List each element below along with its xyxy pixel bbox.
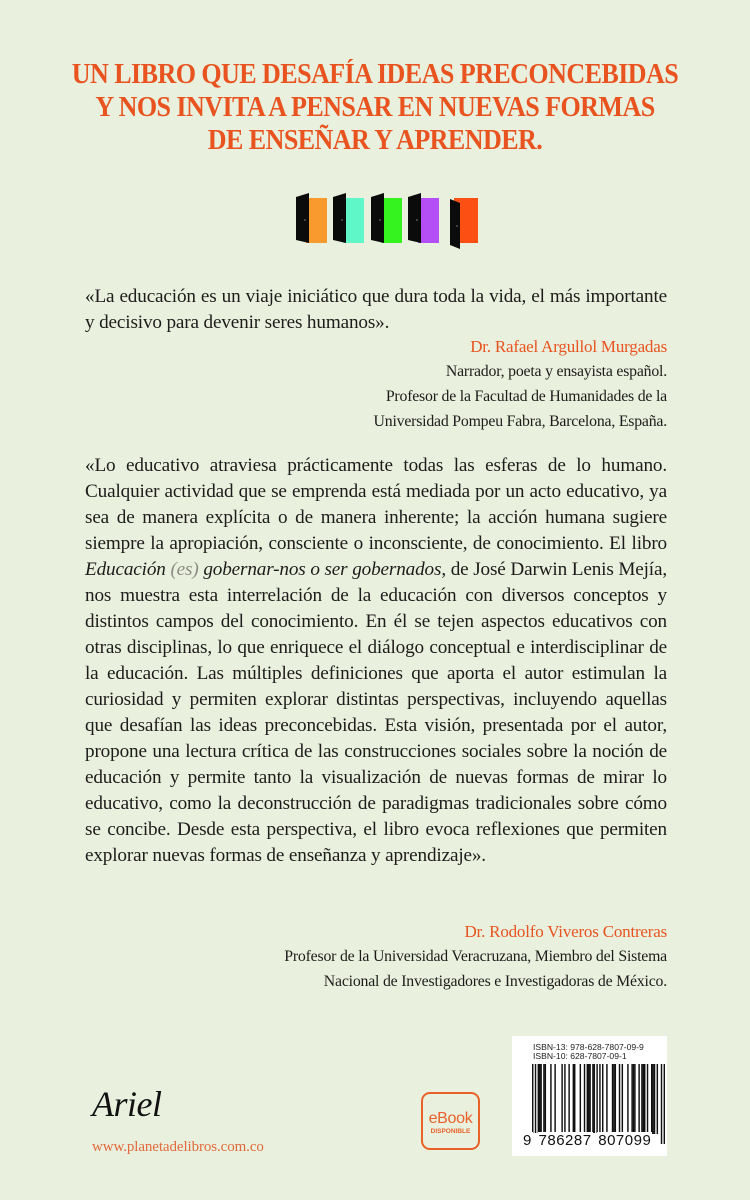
door-leaf bbox=[450, 199, 460, 249]
isbn-10: ISBN-10: 628-7807-09-1 bbox=[533, 1051, 627, 1061]
barcode-bar bbox=[652, 1064, 653, 1134]
ebook-badge bbox=[421, 1092, 480, 1150]
barcode-bar bbox=[634, 1064, 635, 1134]
barcode-bar bbox=[538, 1064, 539, 1134]
headline-line: UN LIBRO QUE DESAFÍA IDEAS PRECONCEBIDAS bbox=[71, 59, 679, 90]
barcode-bar bbox=[588, 1064, 589, 1134]
door-frame bbox=[343, 198, 364, 243]
barcode-bar bbox=[580, 1064, 581, 1134]
barcode-bar bbox=[602, 1064, 603, 1134]
book-title-part: Educación bbox=[85, 559, 171, 580]
barcode-bar bbox=[589, 1064, 590, 1134]
barcode-bar bbox=[644, 1064, 645, 1134]
headline-line: Y NOS INVITA A PENSAR EN NUEVAS FORMAS bbox=[95, 92, 655, 123]
isbn-barcode-box bbox=[512, 1036, 667, 1156]
door-frame bbox=[381, 198, 402, 243]
barcode-bar bbox=[654, 1064, 655, 1134]
barcode-bar bbox=[573, 1064, 574, 1134]
barcode-bar bbox=[612, 1064, 613, 1134]
door-knob bbox=[379, 219, 381, 221]
door-leaf bbox=[333, 193, 346, 243]
barcode-digits-group2: 807099 bbox=[598, 1132, 652, 1149]
author-role: Nacional de Investigadores e Investigadoras de México. bbox=[323, 973, 667, 990]
author-role: Narrador, poeta y ensayista español. bbox=[445, 363, 667, 380]
barcode-bar bbox=[561, 1064, 562, 1134]
ebook-subtitle: DISPONIBLE bbox=[430, 1128, 471, 1135]
author-role: Universidad Pompeu Fabra, Barcelona, España. bbox=[373, 413, 667, 430]
door-icon bbox=[296, 193, 328, 245]
quote-text: , de José Darwin Lenis Mejía, nos muestra esta interrelación de la educación con diversos conceptos y distintos campos del conocimiento. En él se tejen aspectos educativos con otras disciplinas, lo que enriquece el diálogo conceptual e interdisciplinar de la educación. Las múltiples definiciones que aporta el autor estimulan la curiosidad y permiten explorar distintas perspectivas, incluyendo aquellas que desafían las ideas preconcebidas. Esta visión, presentada por el autor, propone una lectura crítica de las construcciones sociales sobre la noción de educación y permite tanto la visualización de nuevas formas de mirar lo educativo, como la deconstrucción de paradigmas tradicionales sobre cómo se concibe. Desde esta perspectiva, el libro evoca reflexiones que permiten explorar nuevas formas de enseñanza y aprendizaje». bbox=[85, 559, 668, 866]
door-knob bbox=[416, 219, 418, 221]
door-icon bbox=[408, 193, 440, 245]
door-knob bbox=[304, 219, 306, 221]
barcode-bar bbox=[543, 1064, 544, 1134]
door-frame bbox=[306, 198, 327, 243]
barcode-bar bbox=[651, 1064, 652, 1134]
barcode-bar bbox=[664, 1064, 665, 1144]
barcode-bar bbox=[613, 1064, 614, 1134]
author-role: Profesor de la Facultad de Humanidades de la bbox=[385, 388, 667, 405]
barcode-bar bbox=[568, 1064, 569, 1134]
author-role: Profesor de la Universidad Veracruzana, Miembro del Sistema bbox=[284, 948, 667, 965]
barcode-bar bbox=[564, 1064, 565, 1134]
barcode-bar bbox=[619, 1064, 620, 1134]
barcode-bar bbox=[661, 1064, 662, 1144]
door-icon bbox=[333, 193, 365, 245]
book-title-paren: (es) bbox=[170, 559, 199, 580]
barcode-bar bbox=[545, 1064, 546, 1134]
barcode-bar bbox=[539, 1064, 540, 1134]
door-leaf bbox=[371, 193, 384, 243]
barcode-bar bbox=[606, 1064, 607, 1134]
barcode-bar bbox=[627, 1064, 628, 1134]
barcode-digit-first: 9 bbox=[523, 1132, 532, 1149]
barcode-bar bbox=[657, 1064, 658, 1134]
barcode-bar bbox=[584, 1064, 585, 1134]
attribution-viveros bbox=[284, 919, 667, 994]
door-icon bbox=[446, 193, 478, 245]
doors-illustration bbox=[296, 193, 481, 253]
cover-headline bbox=[26, 58, 724, 157]
author-name: Dr. Rafael Argullol Murgadas bbox=[470, 337, 667, 356]
barcode-bar bbox=[638, 1064, 639, 1134]
barcode-bar bbox=[574, 1064, 575, 1134]
barcode-bar bbox=[622, 1064, 623, 1134]
publisher-logo: Ariel bbox=[92, 1084, 162, 1124]
door-knob bbox=[456, 225, 458, 227]
barcode-digits bbox=[522, 1133, 652, 1149]
barcode-bar bbox=[592, 1064, 593, 1134]
quote-viveros bbox=[85, 453, 667, 869]
book-title-part: gobernar-nos o ser gobernados bbox=[198, 559, 442, 580]
barcode-digits-group1: 786287 bbox=[538, 1132, 592, 1149]
headline-line: DE ENSEÑAR Y APRENDER. bbox=[207, 125, 543, 156]
barcode-bar bbox=[587, 1064, 588, 1134]
door-icon bbox=[371, 193, 403, 245]
author-name: Dr. Rodolfo Viveros Contreras bbox=[464, 922, 667, 941]
quote-argullol: «La educación es un viaje iniciático que dura toda la vida, el más importante y decisivo para devenir seres humanos». bbox=[85, 286, 667, 333]
barcode-bar bbox=[631, 1064, 632, 1134]
barcode-bar bbox=[643, 1064, 644, 1134]
barcode-bar bbox=[550, 1064, 551, 1134]
barcode-bar bbox=[647, 1064, 648, 1134]
barcode-bar bbox=[540, 1064, 541, 1134]
door-frame bbox=[418, 198, 439, 243]
ebook-title: eBook bbox=[428, 1110, 473, 1127]
attribution-argullol bbox=[374, 334, 667, 434]
barcode-bar bbox=[554, 1064, 555, 1134]
barcode-bar bbox=[641, 1064, 642, 1134]
door-knob bbox=[341, 219, 343, 221]
publisher-website[interactable]: www.planetadelibros.com.co bbox=[92, 1139, 264, 1155]
door-leaf bbox=[408, 193, 421, 243]
barcode-bar bbox=[615, 1064, 616, 1134]
barcode-bar bbox=[594, 1064, 595, 1134]
door-leaf bbox=[296, 193, 309, 243]
quote-text: «Lo educativo atraviesa prácticamente todas las esferas de lo humano. Cualquier actividad que se emprenda está mediada por un acto educativo, ya sea de manera explícita o de manera inherente; la acción humana sugiere siempre la apropiación, consciente o inconsciente, de conocimiento. El libro bbox=[85, 455, 667, 554]
isbn-13: ISBN-13: 978-628-7807-09-9 bbox=[533, 1042, 644, 1052]
book-title bbox=[85, 559, 441, 580]
barcode-bar bbox=[633, 1064, 634, 1134]
